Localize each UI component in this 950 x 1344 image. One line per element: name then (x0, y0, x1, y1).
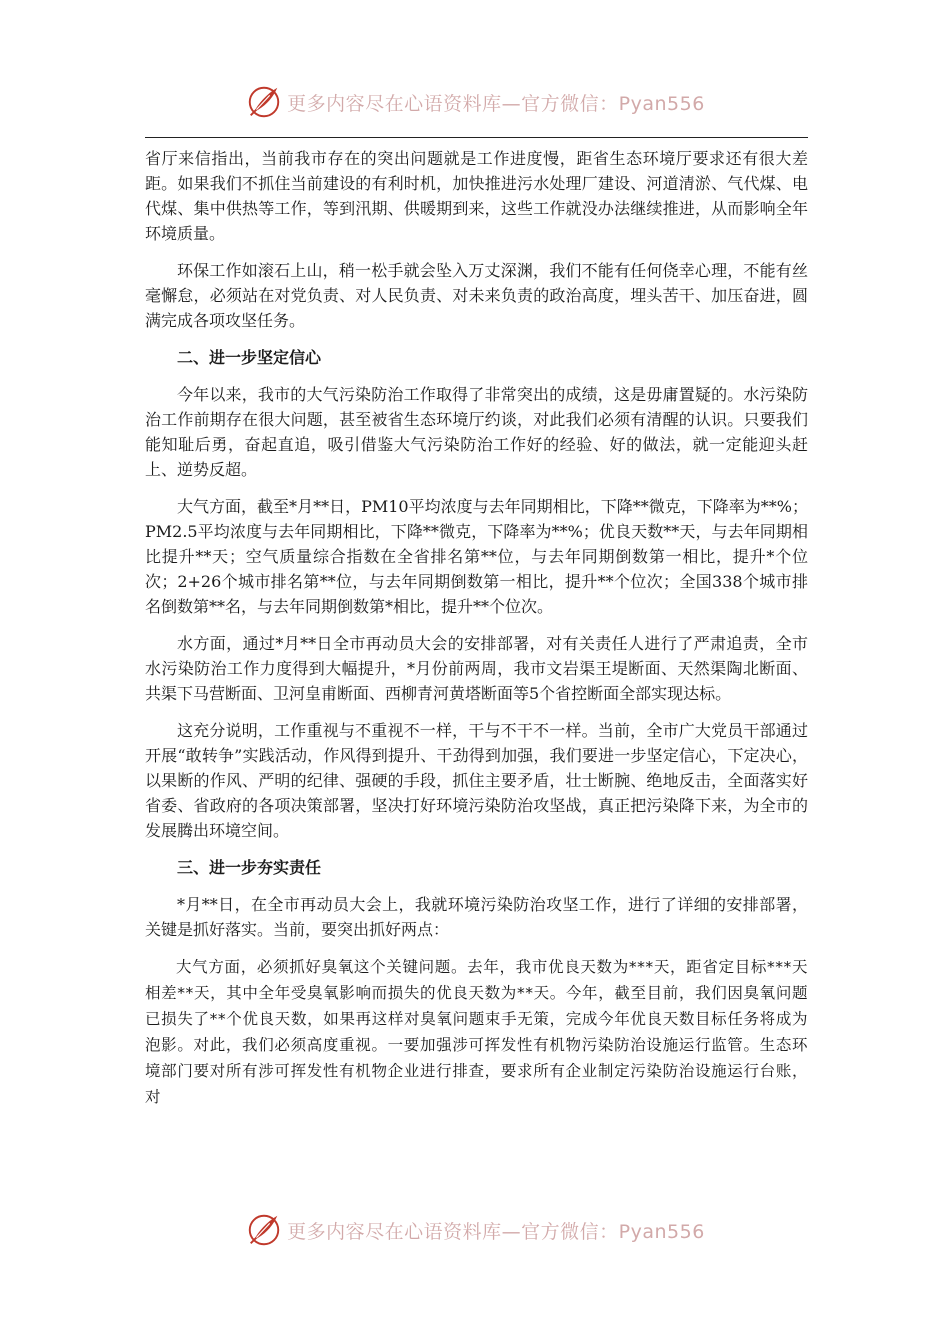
paragraph-7: *月**日，在全市再动员大会上，我就环境污染防治攻坚工作，进行了详细的安排部署，关键是抓好落实。当前，要突出抓好两点： (145, 895, 808, 939)
header-banner-text: 更多内容尽在心语资料库—官方微信：Pyan556 (287, 92, 705, 115)
header-divider (145, 137, 808, 138)
quill-logo-icon (245, 83, 283, 121)
paragraph-8: 大气方面，必须抓好臭氧这个关键问题。去年，我市优良天数为***天，距省定目标***天相差**天，其中全年受臭氧影响而损失的优良天数为**天。今年，截至目前，我们因臭氧问题已损失了**个优良天数，如果再这样对臭氧问题束手无策，完成今年优良天数目标任务将成为泡影。对此，我们必须高度重视。一要加强涉可挥发性有机物污染防治设施运行监管。生态环境部门要对所有涉可挥发性有机物企业进行排查，要求所有企业制定污染防治设施运行台账，对 (145, 958, 808, 1106)
document-body (145, 146, 808, 1122)
paragraph-1: 省厅来信指出，当前我市存在的突出问题就是工作进度慢，距省生态环境厅要求还有很大差距。如果我们不抓住当前建设的有利时机，加快推进污水处理厂建设、河道清淤、气代煤、电代煤、集中供热等工作，等到汛期、供暖期到来，这些工作就没办法继续推进，从而影响全年环境质量。 (145, 149, 808, 243)
paragraph-2: 环保工作如滚石上山，稍一松手就会坠入万丈深渊，我们不能有任何侥幸心理，不能有丝毫懈怠，必须站在对党负责、对人民负责、对未来负责的政治高度，埋头苦干、加压奋进，圆满完成各项攻坚任务。 (145, 261, 808, 330)
footer-banner-text: 更多内容尽在心语资料库—官方微信：Pyan556 (287, 1220, 705, 1243)
header-banner (0, 80, 950, 124)
section-heading-2: 二、进一步坚定信心 (177, 348, 322, 367)
paragraph-3: 今年以来，我市的大气污染防治工作取得了非常突出的成绩，这是毋庸置疑的。水污染防治工作前期存在很大问题，甚至被省生态环境厅约谈，对此我们必须有清醒的认识。只要我们能知耻后勇，奋起直追，吸引借鉴大气污染防治工作好的经验、好的做法，就一定能迎头赶上、逆势反超。 (145, 385, 808, 479)
paragraph-6: 这充分说明，工作重视与不重视不一样，干与不干不一样。当前，全市广大党员干部通过开展“敢转争”实践活动，作风得到提升、干劲得到加强，我们要进一步坚定信心，下定决心，以果断的作风、严明的纪律、强硬的手段，抓住主要矛盾，壮士断腕、绝地反击，全面落实好省委、省政府的各项决策部署，坚决打好环境污染防治攻坚战，真正把污染降下来，为全市的发展腾出环境空间。 (145, 721, 808, 840)
paragraph-5: 水方面，通过*月**日全市再动员大会的安排部署，对有关责任人进行了严肃追责，全市水污染防治工作力度得到大幅提升，*月份前两周，我市文岩渠王堤断面、天然渠陶北断面、共渠下马营断面、卫河皇甫断面、西柳青河黄塔断面等5个省控断面全部实现达标。 (145, 634, 808, 703)
section-heading-3: 三、进一步夯实责任 (177, 858, 322, 877)
quill-logo-icon (245, 1211, 283, 1249)
paragraph-4: 大气方面，截至*月**日，PM10平均浓度与去年同期相比，下降**微克，下降率为**%；PM2.5平均浓度与去年同期相比，下降**微克，下降率为**%；优良天数**天，与去年同期相比提升**天；空气质量综合指数在全省排名第**位，与去年同期倒数第一相比，提升*个位次；2+26个城市排名第**位，与去年同期倒数第一相比，提升**个位次；全国338个城市排名倒数第**名，与去年同期倒数第*相比，提升**个位次。 (145, 497, 808, 616)
footer-banner (0, 1208, 950, 1252)
